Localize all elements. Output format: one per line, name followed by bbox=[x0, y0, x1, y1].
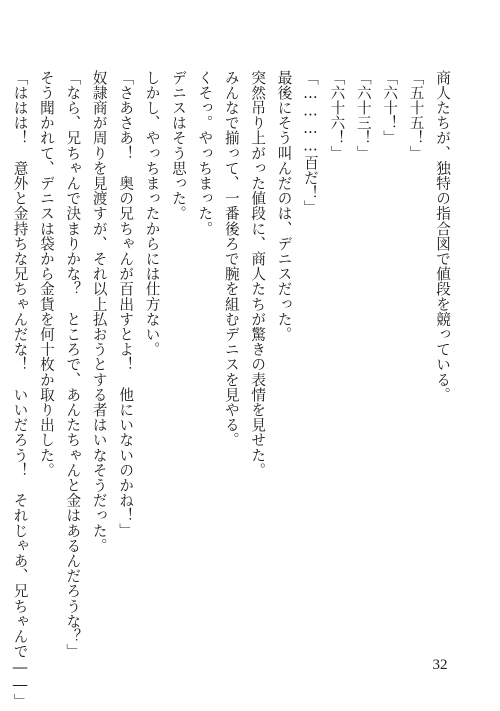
text-line: しかし、やっちまったからには仕方ない。 bbox=[143, 70, 161, 357]
text-line: 突然吊り上がった値段に、商人たちが驚きの表情を見せた。 bbox=[249, 70, 267, 478]
text-line: 商人たちが、独特の指合図で値段を競っている。 bbox=[434, 70, 451, 403]
text-line: 「六十六！」 bbox=[328, 70, 346, 161]
text-line: 「ははは！ 意外と金持ちな兄ちゃんだな！ いいだろう！ それじゃあ、兄ちゃんで――」 bbox=[11, 70, 29, 709]
text-line: 「六十三！」 bbox=[354, 70, 372, 161]
text-line: 「なら、兄ちゃんで決まりかな？ ところで、あんたちゃんと金はあるんだろうな？」 bbox=[64, 70, 82, 659]
text-line: くそっ。やっちまった。 bbox=[196, 70, 214, 237]
text-line: 「さあさあ！ 奥の兄ちゃんが百出すとよ！ 他にいないのかね！」 bbox=[117, 70, 135, 539]
text-line: みんなで揃って、一番後ろで腕を組むデニスを見やる。 bbox=[222, 70, 240, 448]
page-number: 32 bbox=[432, 657, 448, 673]
text-line: 「五十五！」 bbox=[407, 70, 425, 161]
text-line: デニスはそう思った。 bbox=[169, 70, 187, 221]
text-line: 奴隷商が周りを見渡すが、それ以上払おうとする者はいなそうだった。 bbox=[90, 70, 108, 554]
text-line: そう聞かれて、デニスは袋から金貨を何十枚か取り出した。 bbox=[37, 70, 55, 478]
text-line: 「六十！」 bbox=[381, 70, 399, 146]
text-line: 最後にそう叫んだのは、デニスだった。 bbox=[275, 70, 293, 342]
text-line: 「…………百だ！」 bbox=[301, 70, 319, 216]
